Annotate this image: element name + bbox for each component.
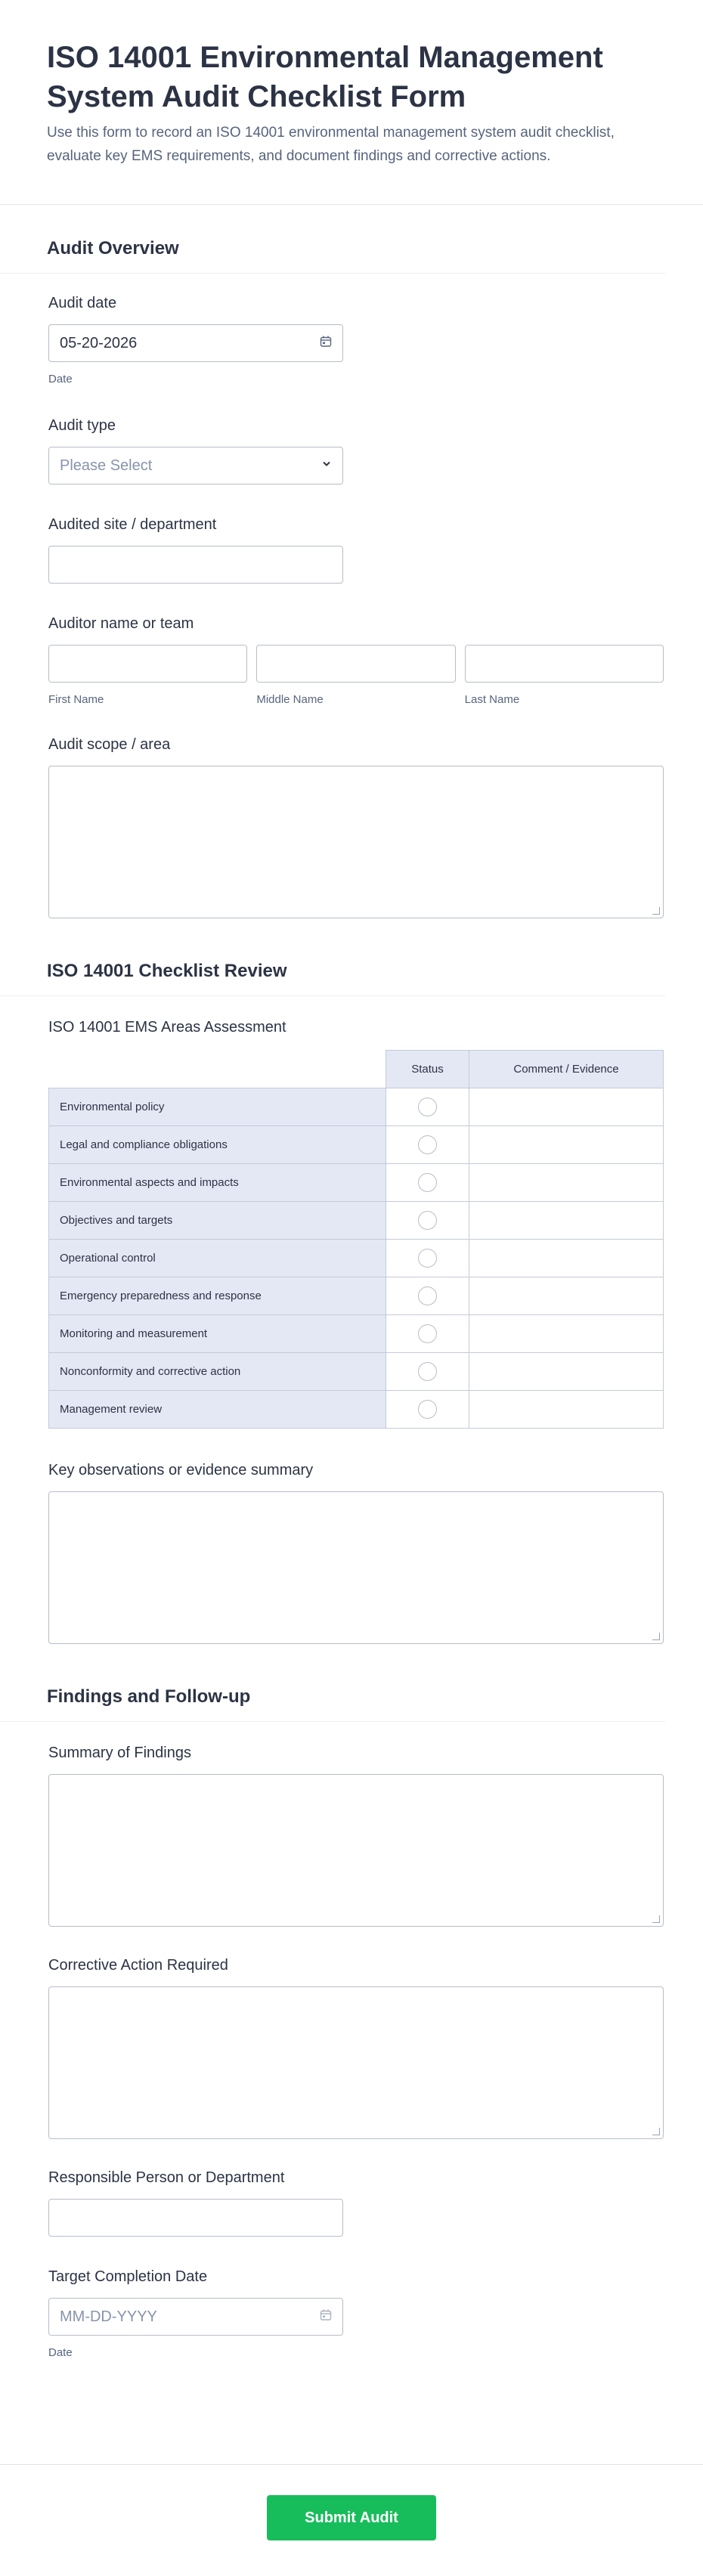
matrix-col-comment: Comment / Evidence [469, 1051, 664, 1088]
matrix-label: ISO 14001 EMS Areas Assessment [48, 1019, 286, 1036]
matrix-comment-cell[interactable] [469, 1240, 664, 1277]
matrix-status-cell [386, 1088, 469, 1126]
audit-date-label: Audit date [48, 295, 117, 311]
matrix-status-cell [386, 1277, 469, 1315]
audit-date-value: 05-20-2026 [60, 334, 138, 351]
site-input[interactable] [48, 546, 343, 584]
matrix-status-cell [386, 1353, 469, 1391]
matrix-row-label: Nonconformity and corrective action [49, 1353, 386, 1391]
audit-date-sublabel: Date [48, 373, 73, 385]
first-name-input[interactable] [48, 645, 247, 683]
matrix-comment-cell[interactable] [469, 1391, 664, 1429]
section-title: ISO 14001 Checklist Review [47, 961, 287, 981]
audit-date-field [0, 274, 703, 385]
matrix-row-label: Operational control [49, 1240, 386, 1277]
responsible-input[interactable] [48, 2199, 343, 2237]
matrix-body [49, 1088, 664, 1429]
ems-matrix-table [48, 1050, 664, 1429]
section-findings [0, 1644, 665, 1722]
summary-textarea[interactable] [48, 1774, 664, 1927]
section-title: Audit Overview [47, 238, 179, 259]
matrix-comment-cell[interactable] [469, 1088, 664, 1126]
matrix-row-label: Management review [49, 1391, 386, 1429]
form-header [0, 0, 703, 205]
corrective-textarea[interactable] [48, 1986, 664, 2139]
matrix-row-label: Legal and compliance obligations [49, 1126, 386, 1164]
submit-audit-button[interactable]: Submit Audit [267, 2495, 436, 2540]
matrix-col-status: Status [386, 1051, 469, 1088]
matrix-row-label: Environmental aspects and impacts [49, 1164, 386, 1202]
summary-field [0, 1722, 703, 1927]
matrix-status-cell [386, 1126, 469, 1164]
status-radio[interactable] [418, 1362, 437, 1381]
matrix-row [49, 1126, 664, 1164]
auditor-name-row [48, 645, 664, 706]
observations-textarea[interactable] [48, 1491, 664, 1644]
middle-name-sublabel: Middle Name [256, 693, 324, 706]
observations-label: Key observations or evidence summary [48, 1462, 314, 1478]
last-name-sublabel: Last Name [464, 693, 520, 706]
observations-field [0, 1429, 703, 1644]
status-radio[interactable] [418, 1324, 437, 1343]
section-checklist-review [0, 918, 665, 996]
status-radio[interactable] [418, 1173, 437, 1192]
matrix-row [49, 1164, 664, 1202]
status-radio[interactable] [418, 1286, 437, 1305]
status-radio[interactable] [418, 1098, 437, 1116]
corrective-field [0, 1927, 703, 2139]
status-radio[interactable] [418, 1400, 437, 1419]
resize-handle-icon[interactable] [652, 2128, 660, 2135]
matrix-comment-cell[interactable] [469, 1277, 664, 1315]
matrix-status-cell [386, 1315, 469, 1353]
matrix-comment-cell[interactable] [469, 1164, 664, 1202]
resize-handle-icon[interactable] [652, 1633, 660, 1640]
status-radio[interactable] [418, 1249, 437, 1268]
calendar-icon[interactable] [320, 2309, 332, 2325]
responsible-label: Responsible Person or Department [48, 2169, 285, 2186]
matrix-row [49, 1202, 664, 1240]
status-radio[interactable] [418, 1135, 437, 1154]
first-name-col [48, 645, 247, 706]
matrix-row [49, 1277, 664, 1315]
responsible-field [0, 2139, 703, 2237]
matrix-row [49, 1240, 664, 1277]
matrix-status-cell [386, 1202, 469, 1240]
auditor-label: Auditor name or team [48, 615, 194, 632]
audit-type-select[interactable] [48, 447, 343, 485]
matrix-row [49, 1315, 664, 1353]
matrix-row-label: Monitoring and measurement [49, 1315, 386, 1353]
matrix-comment-cell[interactable] [469, 1202, 664, 1240]
target-date-placeholder: MM-DD-YYYY [60, 2308, 157, 2325]
middle-name-col [256, 645, 455, 706]
form-subtitle: Use this form to record an ISO 14001 environmental management system audit checklist, evaluate key EMS requirements, and document findings and corrective actions. [47, 125, 615, 164]
section-title: Findings and Follow-up [47, 1686, 251, 1707]
matrix-comment-cell[interactable] [469, 1315, 664, 1353]
resize-handle-icon[interactable] [652, 907, 660, 915]
section-audit-overview [0, 205, 665, 274]
matrix-row [49, 1353, 664, 1391]
site-label: Audited site / department [48, 516, 217, 533]
matrix-comment-cell[interactable] [469, 1126, 664, 1164]
target-date-field [0, 2237, 703, 2359]
audit-date-input[interactable] [48, 324, 343, 362]
corrective-label: Corrective Action Required [48, 1957, 228, 1974]
site-field [0, 485, 703, 584]
scope-field [0, 706, 703, 918]
resize-handle-icon[interactable] [652, 1915, 660, 1923]
form-footer [0, 2464, 703, 2576]
target-date-input[interactable] [48, 2298, 343, 2336]
matrix-status-cell [386, 1164, 469, 1202]
scope-textarea[interactable] [48, 766, 664, 918]
target-date-label: Target Completion Date [48, 2268, 208, 2285]
target-date-sublabel: Date [48, 2346, 73, 2359]
audit-type-placeholder: Please Select [60, 457, 153, 474]
first-name-sublabel: First Name [48, 693, 104, 706]
summary-label: Summary of Findings [48, 1745, 191, 1761]
status-radio[interactable] [418, 1211, 437, 1230]
matrix-comment-cell[interactable] [469, 1353, 664, 1391]
form-title: ISO 14001 Environmental Management System Audit Checklist Form [47, 41, 603, 113]
matrix-row [49, 1391, 664, 1429]
audit-type-label: Audit type [48, 417, 116, 434]
middle-name-input[interactable] [256, 645, 455, 683]
matrix-row-label: Objectives and targets [49, 1202, 386, 1240]
matrix-corner [49, 1051, 386, 1088]
matrix-header-row [49, 1051, 664, 1088]
matrix-status-cell [386, 1240, 469, 1277]
matrix-row-label: Environmental policy [49, 1088, 386, 1126]
scope-label: Audit scope / area [48, 736, 171, 753]
auditor-field [0, 584, 703, 706]
matrix-status-cell [386, 1391, 469, 1429]
calendar-icon[interactable] [320, 336, 332, 351]
audit-type-field [0, 385, 703, 485]
matrix-field [0, 996, 703, 1429]
last-name-col [465, 645, 664, 706]
matrix-row-label: Emergency preparedness and response [49, 1277, 386, 1315]
chevron-down-icon[interactable] [321, 459, 332, 473]
last-name-input[interactable] [465, 645, 664, 683]
matrix-row [49, 1088, 664, 1126]
